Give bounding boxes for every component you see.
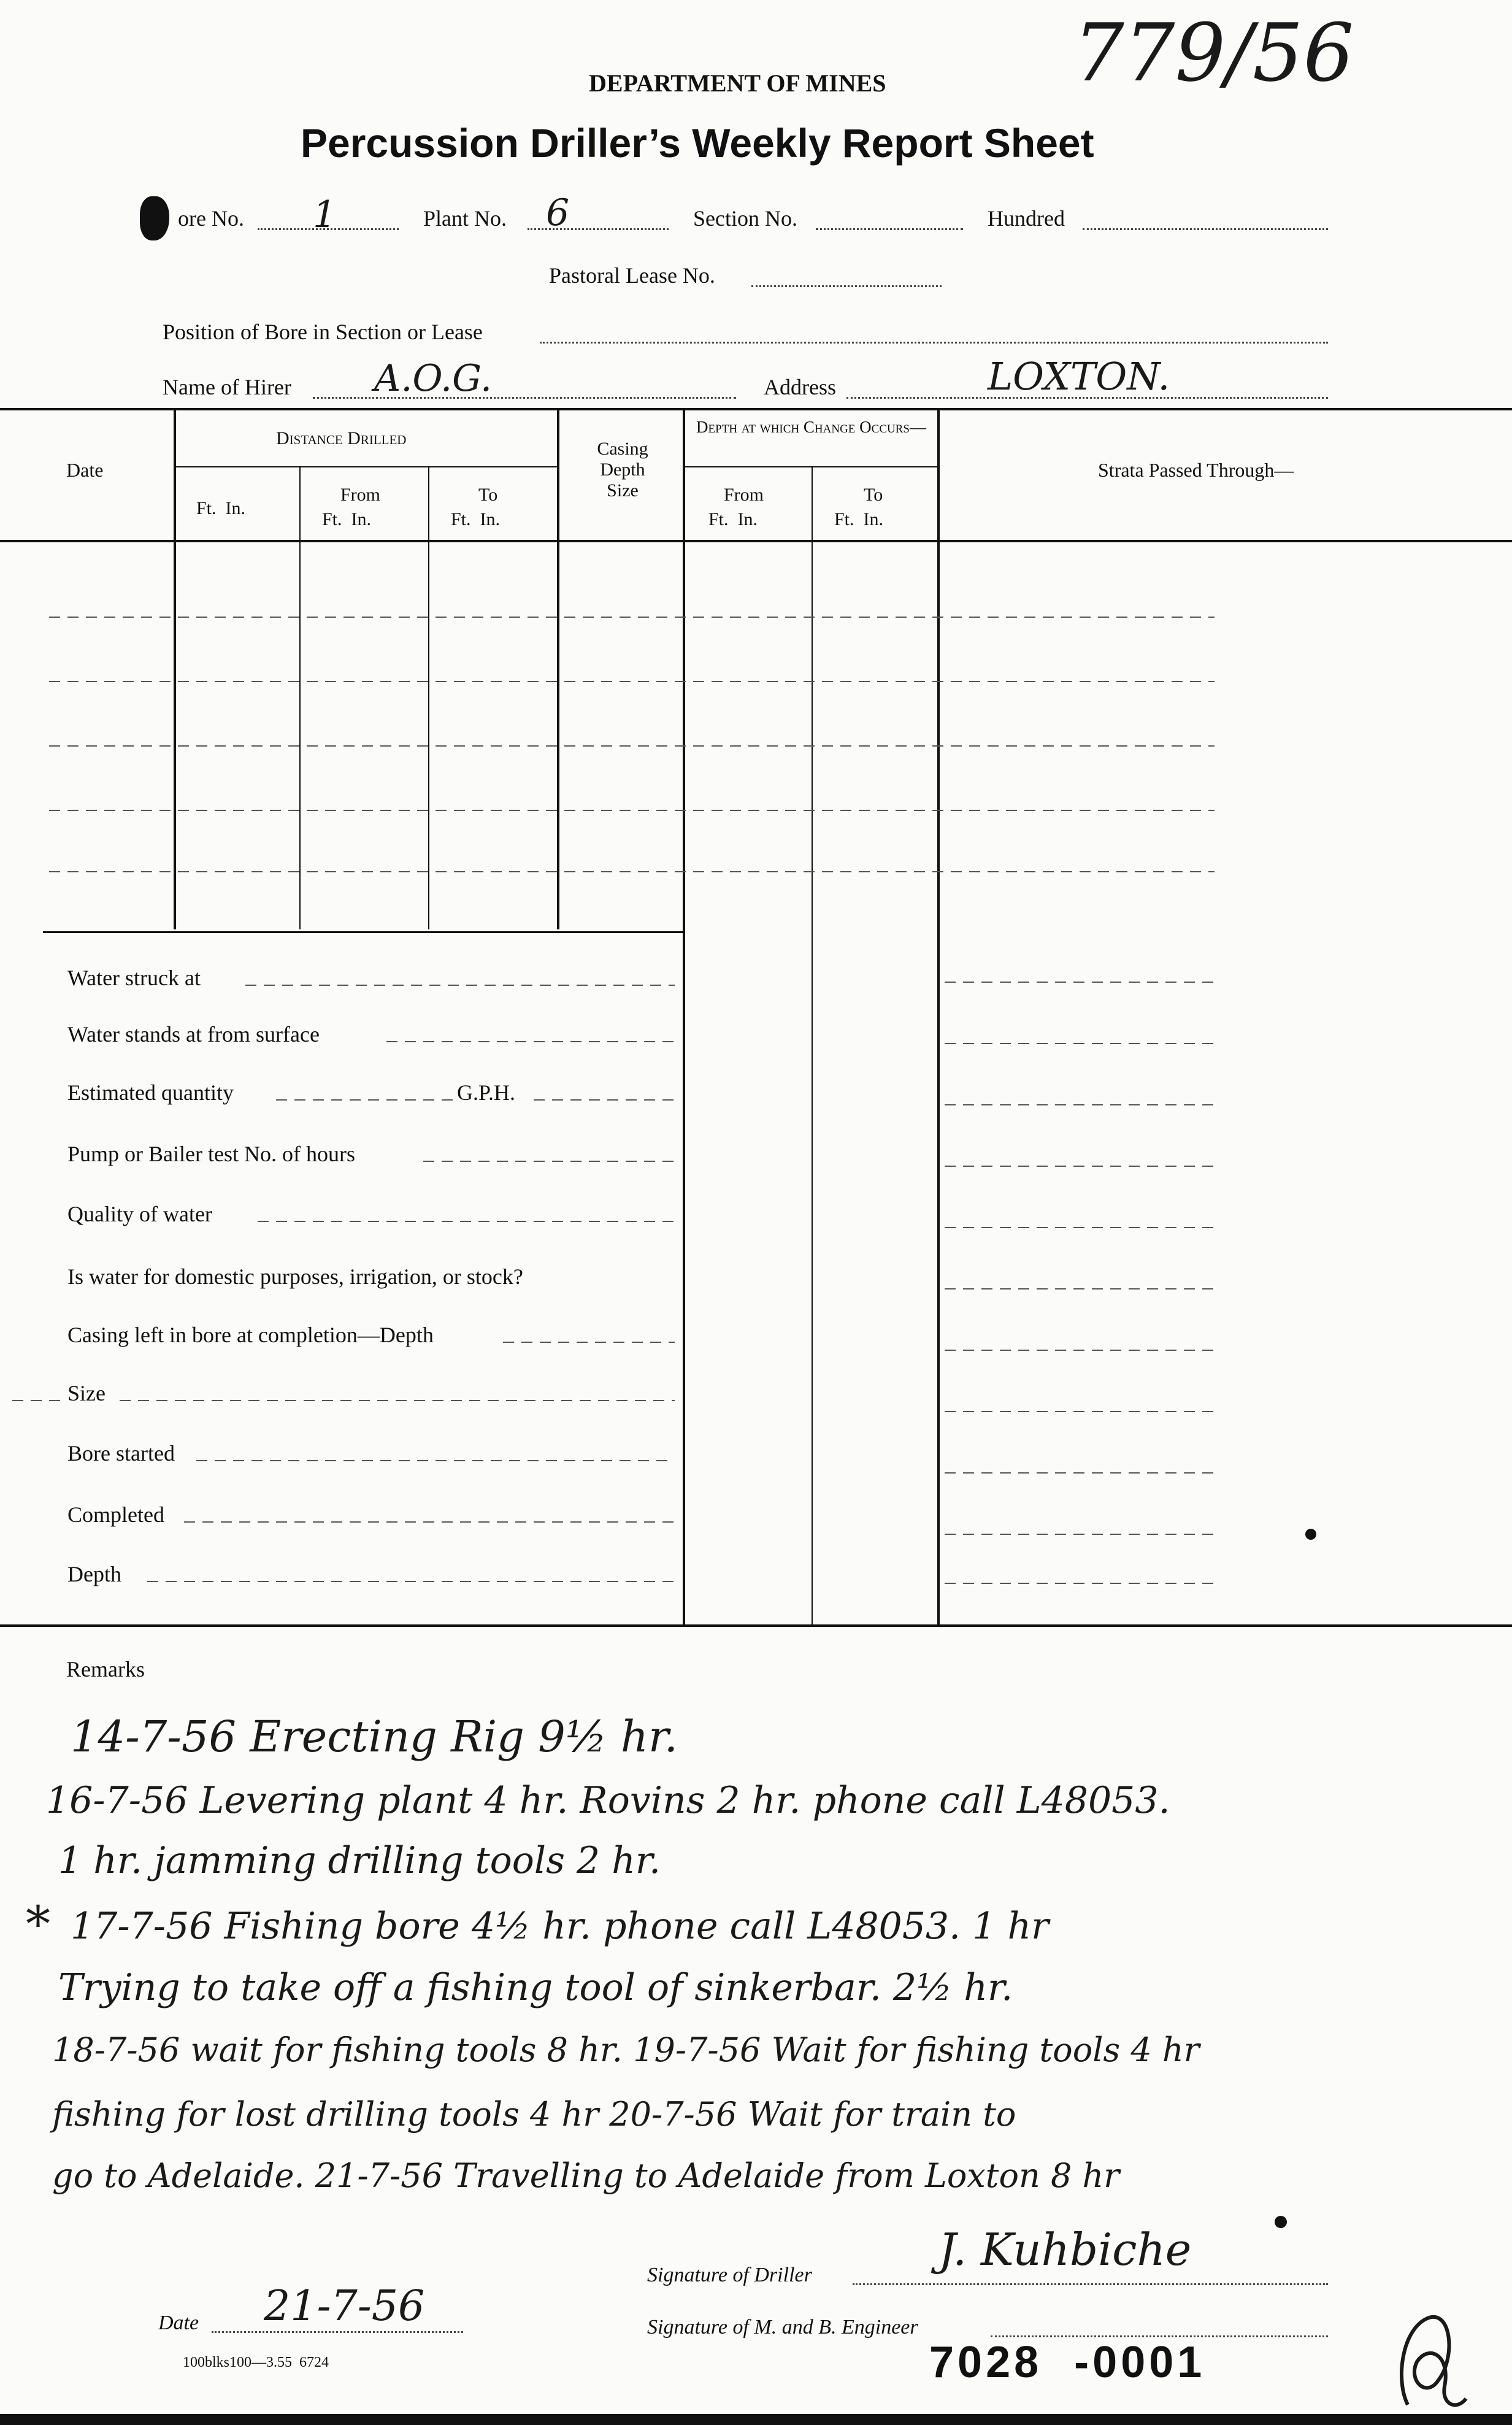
bore-no-label: ore No. xyxy=(178,206,244,231)
ink-dot-2 xyxy=(1275,2216,1287,2228)
bore-started-label: Bore started xyxy=(67,1441,175,1466)
remarks-line-1: 14-7-56 Erecting Rig 9½ hr. xyxy=(71,1712,678,1762)
col-ft-in-4: Ft. In. xyxy=(708,509,758,529)
col-strata: Strata Passed Through— xyxy=(1098,459,1294,481)
col-from-1: From xyxy=(340,485,381,505)
department-heading: DEPARTMENT OF MINES xyxy=(589,69,886,97)
water-purpose-label: Is water for domestic purposes, irrigation, or stock? xyxy=(67,1264,523,1289)
ink-dot xyxy=(1305,1529,1316,1540)
size-label: Size xyxy=(67,1381,106,1405)
remarks-line-6: 18-7-56 wait for fishing tools 8 hr. 19-7-56 Wait for fishing tools 4 hr xyxy=(52,2031,1200,2069)
col-to-1: To xyxy=(478,485,498,505)
ink-blot xyxy=(140,196,169,240)
scan-edge xyxy=(0,2414,1512,2425)
plant-no-label: Plant No. xyxy=(423,206,507,231)
pump-test-label: Pump or Bailer test No. of hours xyxy=(67,1142,355,1166)
estimated-quantity-label: Estimated quantity xyxy=(67,1080,234,1105)
quality-label: Quality of water xyxy=(67,1202,212,1226)
remarks-line-5: Trying to take off a fishing tool of sinkerbar. 2½ hr. xyxy=(58,1966,1013,2009)
remarks-line-8: go to Adelaide. 21-7-56 Travelling to Adelaide from Loxton 8 hr xyxy=(52,2156,1120,2195)
page-title: Percussion Driller’s Weekly Report Sheet xyxy=(301,120,1094,166)
col-ft-in-5: Ft. In. xyxy=(834,509,884,529)
remarks-line-2: 16-7-56 Levering plant 4 hr. Rovins 2 hr. phone call L48053. xyxy=(46,1779,1170,1822)
gph-label: G.P.H. xyxy=(457,1080,516,1105)
col-ft-in-1: Ft. In. xyxy=(196,498,246,518)
date-value: 21-7-56 xyxy=(264,2282,425,2331)
col-depth-change: Depth at which Change Occurs— xyxy=(696,418,926,436)
remarks-line-3: 1 hr. jamming drilling tools 2 hr. xyxy=(58,1839,661,1882)
sig-engineer-label: Signature of M. and B. Engineer xyxy=(647,2316,918,2339)
address-value: LOXTON. xyxy=(988,354,1170,399)
col-casing: Casing Depth Size xyxy=(597,439,648,501)
position-label: Position of Bore in Section or Lease xyxy=(163,320,483,344)
completed-label: Completed xyxy=(67,1502,164,1527)
address-label: Address xyxy=(764,375,836,399)
remarks-line-4: 17-7-56 Fishing bore 4½ hr. phone call L48053. 1 hr xyxy=(71,1905,1049,1948)
section-no-label: Section No. xyxy=(693,206,797,231)
hundred-label: Hundred xyxy=(988,206,1065,231)
depth-label: Depth xyxy=(67,1562,121,1586)
initials-mark xyxy=(1383,2307,1475,2417)
col-distance-drilled: Distance Drilled xyxy=(276,428,407,448)
sig-driller-label: Signature of Driller xyxy=(647,2264,812,2286)
col-ft-in-3: Ft. In. xyxy=(451,509,501,529)
water-stands-label: Water stands at from surface xyxy=(67,1022,320,1047)
file-number: 779/56 xyxy=(1073,6,1354,99)
remarks-line-7: fishing for lost drilling tools 4 hr 20-7-56 Wait for train to xyxy=(52,2095,1016,2134)
remarks-label: Remarks xyxy=(66,1657,145,1681)
water-struck-label: Water struck at xyxy=(67,966,201,990)
pastoral-lease-label: Pastoral Lease No. xyxy=(549,263,715,288)
hirer-value: A.O.G. xyxy=(374,357,493,400)
asterisk-mark: * xyxy=(26,1896,50,1953)
col-to-2: To xyxy=(864,485,883,505)
plant-no-value: 6 xyxy=(546,191,570,234)
hirer-label: Name of Hirer xyxy=(163,375,291,399)
sig-driller-value: J. Kuhbiche xyxy=(938,2224,1192,2275)
stamp-number: 7028 -0001 xyxy=(929,2338,1206,2387)
casing-left-label: Casing left in bore at completion—Depth xyxy=(67,1323,434,1347)
date-label: Date xyxy=(158,2312,199,2334)
col-ft-in-2: Ft. In. xyxy=(322,509,372,529)
print-code: 100blks100—3.55 6724 xyxy=(183,2354,329,2370)
col-from-2: From xyxy=(724,485,764,505)
col-date: Date xyxy=(66,459,104,481)
bore-no-value: 1 xyxy=(313,193,337,236)
